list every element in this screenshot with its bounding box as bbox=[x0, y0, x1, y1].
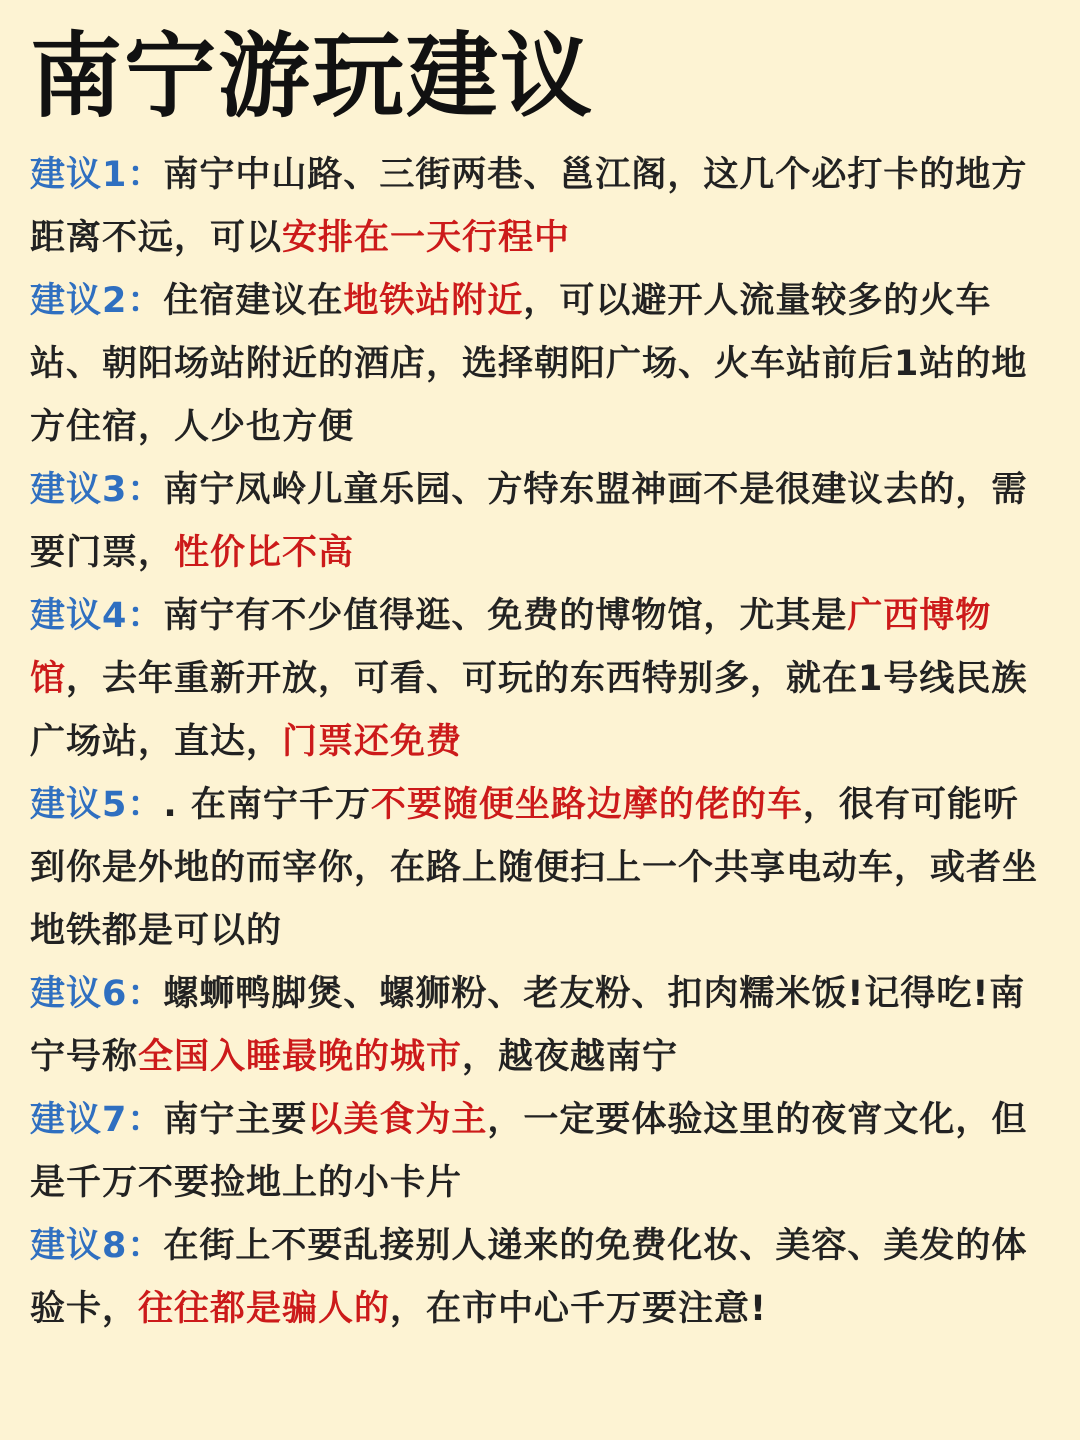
tip-text: ，很有可能听到你是外地的而宰你，在路上随便扫上一个共享电动车，或者坐地铁都是可以的 bbox=[30, 785, 1039, 951]
tip-highlight-text: 广西博物馆 bbox=[30, 596, 992, 699]
tip-text: 南宁中山路、三街两巷、邕江阁，这几个必打卡的地方距离不远，可以 bbox=[30, 155, 1028, 258]
tip-highlight-text: 门票还免费 bbox=[282, 722, 463, 762]
tip-highlight-text: 不要随便坐路边摩的佬的车 bbox=[370, 785, 803, 825]
tip-text: ，可以避开人流量较多的火车站、朝阳场站附近的酒店，选择朝阳广场、火车站前后1站的地方住宿，人少也方便 bbox=[30, 281, 1028, 447]
tip-highlight-text: 安排在一天行程中 bbox=[282, 218, 571, 258]
tips-list bbox=[30, 144, 1040, 1341]
tip-label: 建议2： bbox=[30, 281, 164, 321]
tip-item-6 bbox=[30, 963, 1040, 1089]
tip-text: ，在市中心千万要注意! bbox=[390, 1289, 767, 1329]
tip-text: ，去年重新开放，可看、可玩的东西特别多，就在1号线民族广场站，直达， bbox=[30, 659, 1028, 762]
tip-text: 南宁主要 bbox=[163, 1100, 308, 1140]
tip-highlight-text: 以美食为主 bbox=[307, 1100, 488, 1140]
tip-label: 建议3： bbox=[30, 470, 164, 510]
tip-text: 住宿建议在 bbox=[163, 281, 344, 321]
tip-highlight-text: 地铁站附近 bbox=[343, 281, 524, 321]
tip-item-1 bbox=[30, 144, 1040, 270]
page-title: 南宁游玩建议 bbox=[30, 23, 595, 130]
tip-highlight-text: 性价比不高 bbox=[174, 533, 355, 573]
tip-text: 南宁有不少值得逛、免费的博物馆，尤其是 bbox=[163, 596, 848, 636]
tip-label: 建议7： bbox=[30, 1100, 164, 1140]
tip-label: 建议5： bbox=[30, 785, 164, 825]
tip-item-3 bbox=[30, 459, 1040, 585]
tip-item-8 bbox=[30, 1215, 1040, 1341]
tip-text: 螺蛳鸭脚煲、螺狮粉、老友粉、扣肉糯米饭!记得吃!南宁号称 bbox=[30, 974, 1026, 1077]
tip-item-2 bbox=[30, 270, 1040, 459]
tip-item-4 bbox=[30, 585, 1040, 774]
tip-highlight-text: 全国入睡最晚的城市 bbox=[138, 1037, 463, 1077]
tip-label: 建议6： bbox=[30, 974, 164, 1014]
tip-text: 在街上不要乱接别人递来的免费化妆、美容、美发的体验卡， bbox=[30, 1226, 1028, 1329]
tip-text: . 在南宁千万 bbox=[163, 785, 371, 825]
tip-text: ，一定要体验这里的夜宵文化，但是千万不要捡地上的小卡片 bbox=[30, 1100, 1028, 1203]
tip-label: 建议8： bbox=[30, 1226, 164, 1266]
tip-highlight-text: 往往都是骗人的 bbox=[138, 1289, 391, 1329]
tip-text: ，越夜越南宁 bbox=[462, 1037, 679, 1077]
tip-item-5 bbox=[30, 774, 1040, 963]
tip-text: 南宁凤岭儿童乐园、方特东盟神画不是很建议去的，需要门票， bbox=[30, 470, 1028, 573]
tip-item-7 bbox=[30, 1089, 1040, 1215]
tip-label: 建议4： bbox=[30, 596, 164, 636]
tip-label: 建议1： bbox=[30, 155, 164, 195]
